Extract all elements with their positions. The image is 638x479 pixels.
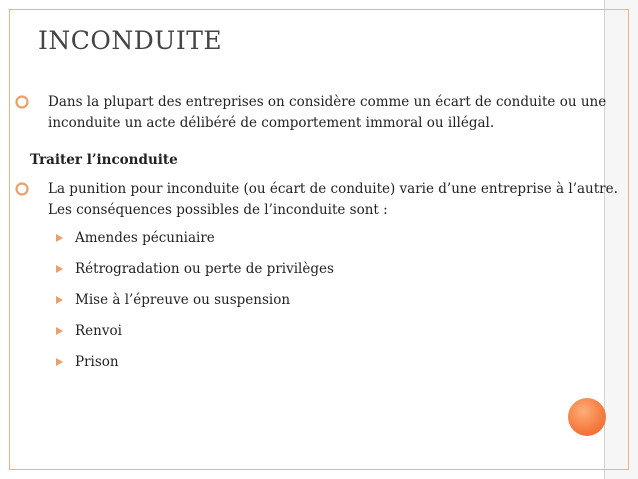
paragraph-consequences-intro: La punition pour inconduite (ou écart de conduite) varie d’une entreprise à l’autre. Les conséquences possibles de l’inconduite sont : (48, 181, 618, 218)
list-item-text: Mise à l’épreuve ou suspension (75, 292, 291, 308)
bullet-ring-icon (14, 181, 30, 197)
list-item (56, 321, 436, 341)
list-item-text: Prison (75, 354, 119, 370)
list-item-text: Renvoi (75, 323, 122, 339)
list-item-text: Amendes pécuniaire (75, 230, 215, 246)
bullet-ring-icon (14, 94, 30, 110)
arrow-bullet-icon (56, 234, 63, 242)
arrow-bullet-icon (56, 327, 63, 335)
list-item (56, 290, 436, 310)
arrow-bullet-icon (56, 358, 63, 366)
decorative-circle (568, 398, 606, 436)
slide-title: INCONDUITE (38, 26, 223, 55)
arrow-bullet-icon (56, 265, 63, 273)
subheading-handling-misconduct: Traiter l’inconduite (30, 152, 178, 168)
paragraph-misconduct-definition: Dans la plupart des entreprises on considère comme un écart de conduite ou une inconduite un acte délibéré de comportement immoral ou illégal. (48, 94, 607, 131)
list-item (56, 228, 436, 248)
list-item (56, 352, 436, 372)
list-item-text: Rétrogradation ou perte de privilèges (75, 261, 334, 277)
arrow-bullet-icon (56, 296, 63, 304)
list-item (56, 259, 436, 279)
